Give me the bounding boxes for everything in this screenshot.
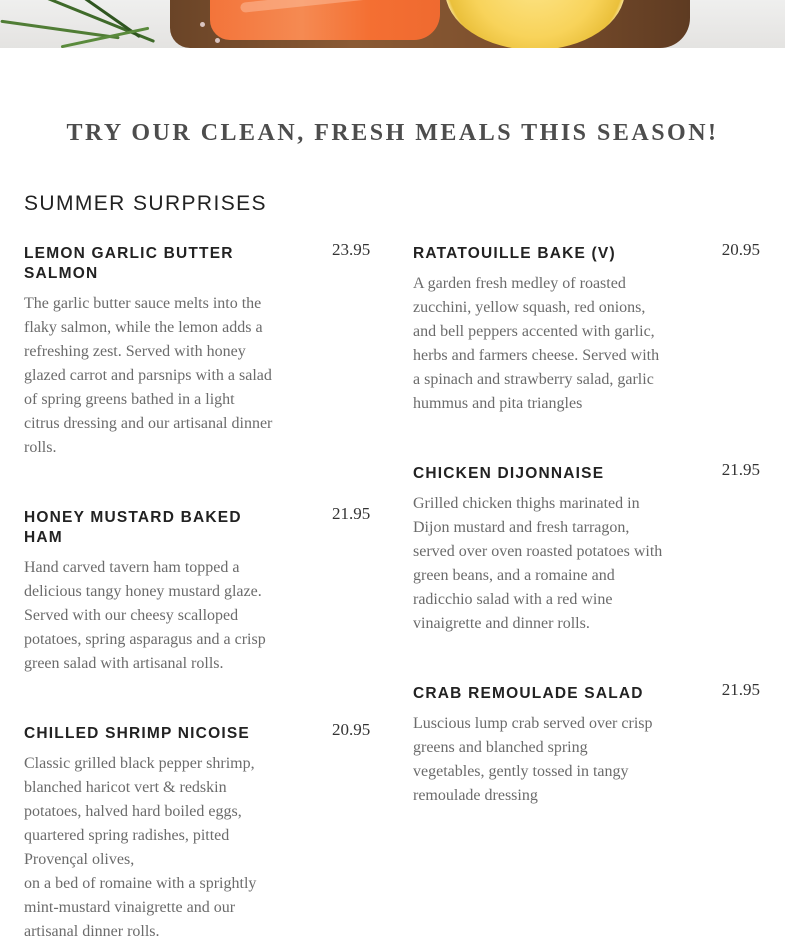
menu-item-description: Grilled chicken thighs marinated in Dijon mustard and fresh tarragon, served over oven roasted potatoes with green beans, and a romaine and radicchio salad with a red wine vinaigrette and dinner rolls.: [413, 495, 663, 632]
menu-item-price: 20.95: [721, 240, 760, 259]
rosemary-sprig: [15, 0, 155, 43]
menu-item: [24, 504, 371, 676]
menu-item: [24, 720, 371, 944]
menu-item-description: The garlic butter sauce melts into the flaky salmon, while the lemon adds a refreshing zest. Served with honey glazed carrot and parsnips with a salad of spring greens bathed in a light citrus dressing and our artisanal dinner rolls.: [24, 295, 273, 456]
menu-item-name: LEMON GARLIC BUTTER SALMON: [24, 245, 234, 282]
menu-item-description: Luscious lump crab served over crisp greens and blanched spring vegetables, gently tossed in tangy remoulade dressing: [413, 715, 653, 804]
menu-item-description: Hand carved tavern ham topped a delicious tangy honey mustard glaze. Served with our cheesy scalloped potatoes, spring asparagus and a crisp green salad with artisanal rolls.: [24, 559, 266, 672]
menu-item-name: CRAB REMOULADE SALAD: [413, 685, 644, 702]
peppercorn: [215, 38, 220, 43]
menu-item-description: Classic grilled black pepper shrimp, blanched haricot vert & redskin potatoes, halved hard boiled eggs, quartered spring radishes, pitted Provençal olives, on a bed of romaine with a sprightly mint-mustard vinaigrette and our artisanal dinner rolls.: [24, 755, 257, 940]
menu-item-price: 23.95: [332, 240, 371, 259]
menu-item-price: 20.95: [332, 720, 371, 739]
page-headline: TRY OUR CLEAN, FRESH MEALS THIS SEASON!: [66, 120, 719, 146]
menu-item-name: HONEY MUSTARD BAKED HAM: [24, 509, 242, 546]
peppercorn: [200, 22, 205, 27]
menu-item: [413, 680, 760, 808]
menu-item-name: CHILLED SHRIMP NICOISE: [24, 725, 250, 742]
menu-item-name: CHICKEN DIJONNAISE: [413, 465, 605, 482]
menu-item-price: 21.95: [332, 504, 371, 523]
salmon-fillet-shape: [210, 0, 440, 40]
menu-item-name: RATATOUILLE BAKE (V): [413, 245, 616, 262]
menu-item: [413, 240, 760, 416]
menu-item-price: 21.95: [721, 680, 760, 699]
section-title: SUMMER SURPRISES: [24, 192, 267, 215]
menu-item: [24, 240, 371, 460]
menu-item: [413, 460, 760, 636]
menu-item-description: A garden fresh medley of roasted zucchini, yellow squash, red onions, and bell peppers accented with garlic, herbs and farmers cheese. Served with a spinach and strawberry salad, garlic hummus and pita triangles: [413, 275, 660, 412]
hero-image: [0, 0, 785, 48]
menu-item-price: 21.95: [721, 460, 760, 479]
